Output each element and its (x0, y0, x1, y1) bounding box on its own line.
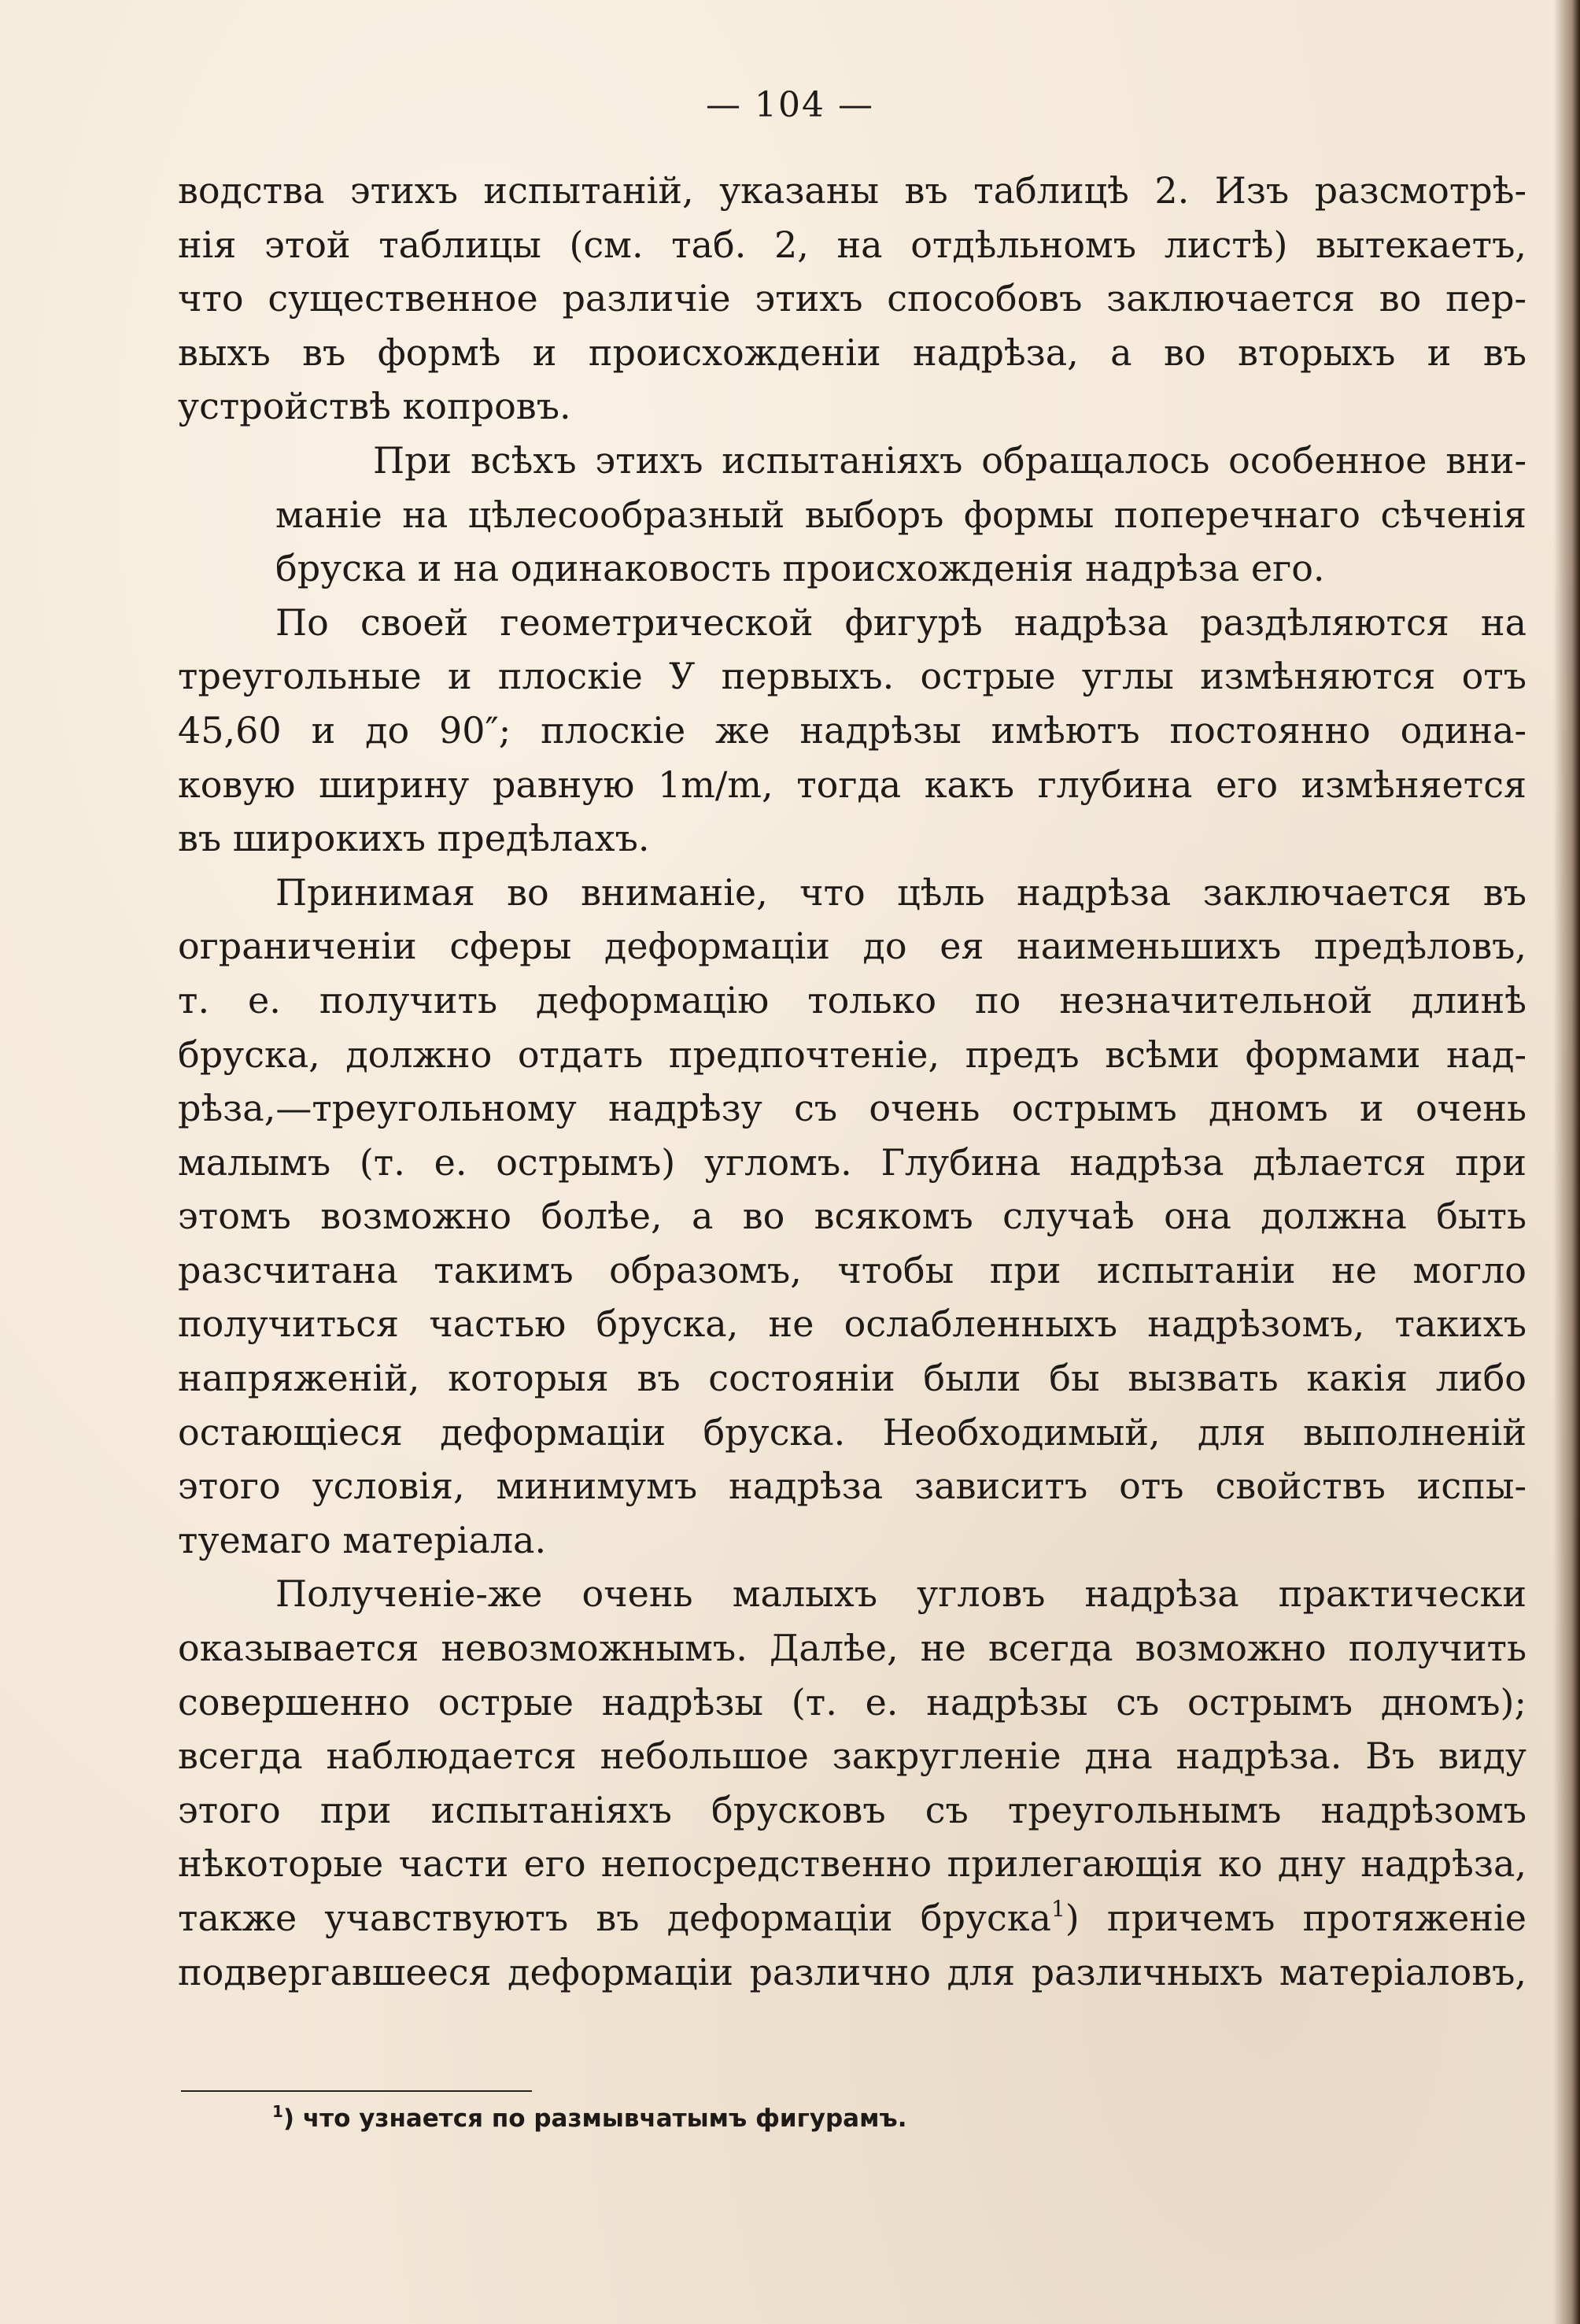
text-line: Принимая во вниманіе, что цѣль надрѣза заключается въ (275, 870, 1526, 914)
text-line (178, 1891, 1526, 1945)
paragraph (178, 1567, 1526, 1999)
text-line: т. е. получить деформацію только по незначительной длинѣ (178, 978, 1526, 1022)
text-line: водства этихъ испытаній, указаны въ таблицѣ 2. Изъ разсмотрѣ- (178, 169, 1526, 212)
text-line: бруска и на одинаковость происхожденія надрѣза его. (275, 547, 1325, 590)
text-line: нія этой таблицы (см. таб. 2, на отдѣльномъ листѣ) вытекаетъ, (178, 223, 1526, 266)
text-line: въ широкихъ предѣлахъ. (178, 817, 650, 860)
footnote (272, 2103, 907, 2134)
paragraph (178, 596, 1526, 866)
text-line: напряженій, которыя въ состояніи были бы вызвать какія либо (178, 1357, 1526, 1400)
footnote-marker: 1 (272, 2102, 283, 2121)
text-line: малымъ (т. е. острымъ) угломъ. Глубина надрѣза дѣлается при (178, 1140, 1526, 1184)
footnote-divider (181, 2090, 532, 2092)
text-line: устройствѣ копровъ. (178, 385, 571, 428)
footnote-reference: 1 (1050, 1896, 1065, 1922)
text-line: маніе на цѣлесообразный выборъ формы поперечнаго сѣченія (275, 493, 1526, 536)
text-line: этого условія, минимумъ надрѣза зависитъ отъ свойствъ испы- (178, 1465, 1526, 1508)
text-line: ковую ширину равную 1m/m, тогда какъ глубина его измѣняется (178, 763, 1526, 806)
page-edge-shadow (1553, 0, 1580, 2324)
text-line: совершенно острые надрѣзы (т. е. надрѣзы съ острымъ дномъ); (178, 1680, 1526, 1724)
footnote-text: ) что узнается по размывчатымъ фигурамъ. (282, 2104, 907, 2133)
text-line: Полученіе-же очень малыхъ угловъ надрѣза практически (275, 1572, 1526, 1616)
text-line: этомъ возможно болѣе, а во всякомъ случаѣ она должна быть (178, 1195, 1526, 1238)
page-number: — 104 — (706, 85, 874, 125)
text-line: треугольные и плоскіе У первыхъ. острые углы измѣняются отъ (178, 655, 1526, 698)
text-line: получиться частью бруска, не ослабленныхъ надрѣзомъ, такихъ (178, 1302, 1526, 1346)
text-line: всегда наблюдается небольшое закругленіе дна надрѣза. Въ виду (178, 1735, 1526, 1778)
text-fragment: ) причемъ протяженіе (1065, 1897, 1526, 1939)
text-line: По своей геометрической фигурѣ надрѣза раздѣляются на (275, 600, 1526, 644)
paragraph (178, 164, 1526, 434)
body-text (178, 164, 1526, 1999)
paragraph (178, 866, 1526, 1568)
text-line: нѣкоторые части его непосредственно прилегающія ко дну надрѣза, (178, 1842, 1526, 1886)
text-line: остающіеся деформаціи бруска. Необходимый, для выполненій (178, 1410, 1526, 1454)
text-line: подвергавшееся деформаціи различно для различныхъ матеріаловъ, (178, 1950, 1526, 1993)
text-line: рѣза,—треугольному надрѣзу съ очень острымъ дномъ и очень (178, 1087, 1526, 1130)
text-line: разсчитана такимъ образомъ, чтобы при испытаніи не могло (178, 1248, 1526, 1291)
text-line: При всѣхъ этихъ испытаніяхъ обращалось особенное вни- (373, 438, 1526, 482)
text-line: выхъ въ формѣ и происхожденіи надрѣза, а во вторыхъ и въ (178, 331, 1526, 374)
text-line: оказывается невозможнымъ. Далѣе, не всегда возможно получить (178, 1627, 1526, 1670)
paragraph (178, 434, 1526, 596)
text-line: 45,60 и до 90″; плоскіе же надрѣзы имѣютъ постоянно одина- (178, 708, 1526, 752)
text-fragment: также учавствуютъ въ деформаціи бруска (178, 1897, 1051, 1939)
text-line: ограниченіи сферы деформаціи до ея наименьшихъ предѣловъ, (178, 925, 1526, 968)
text-line: этого при испытаніяхъ брусковъ съ треугольнымъ надрѣзомъ (178, 1788, 1526, 1831)
text-line: бруска, должно отдать предпочтеніе, предъ всѣми формами над- (178, 1033, 1526, 1076)
text-line: что существенное различіе этихъ способовъ заключается во пер- (178, 277, 1526, 320)
text-line: туемаго матеріала. (178, 1518, 547, 1561)
